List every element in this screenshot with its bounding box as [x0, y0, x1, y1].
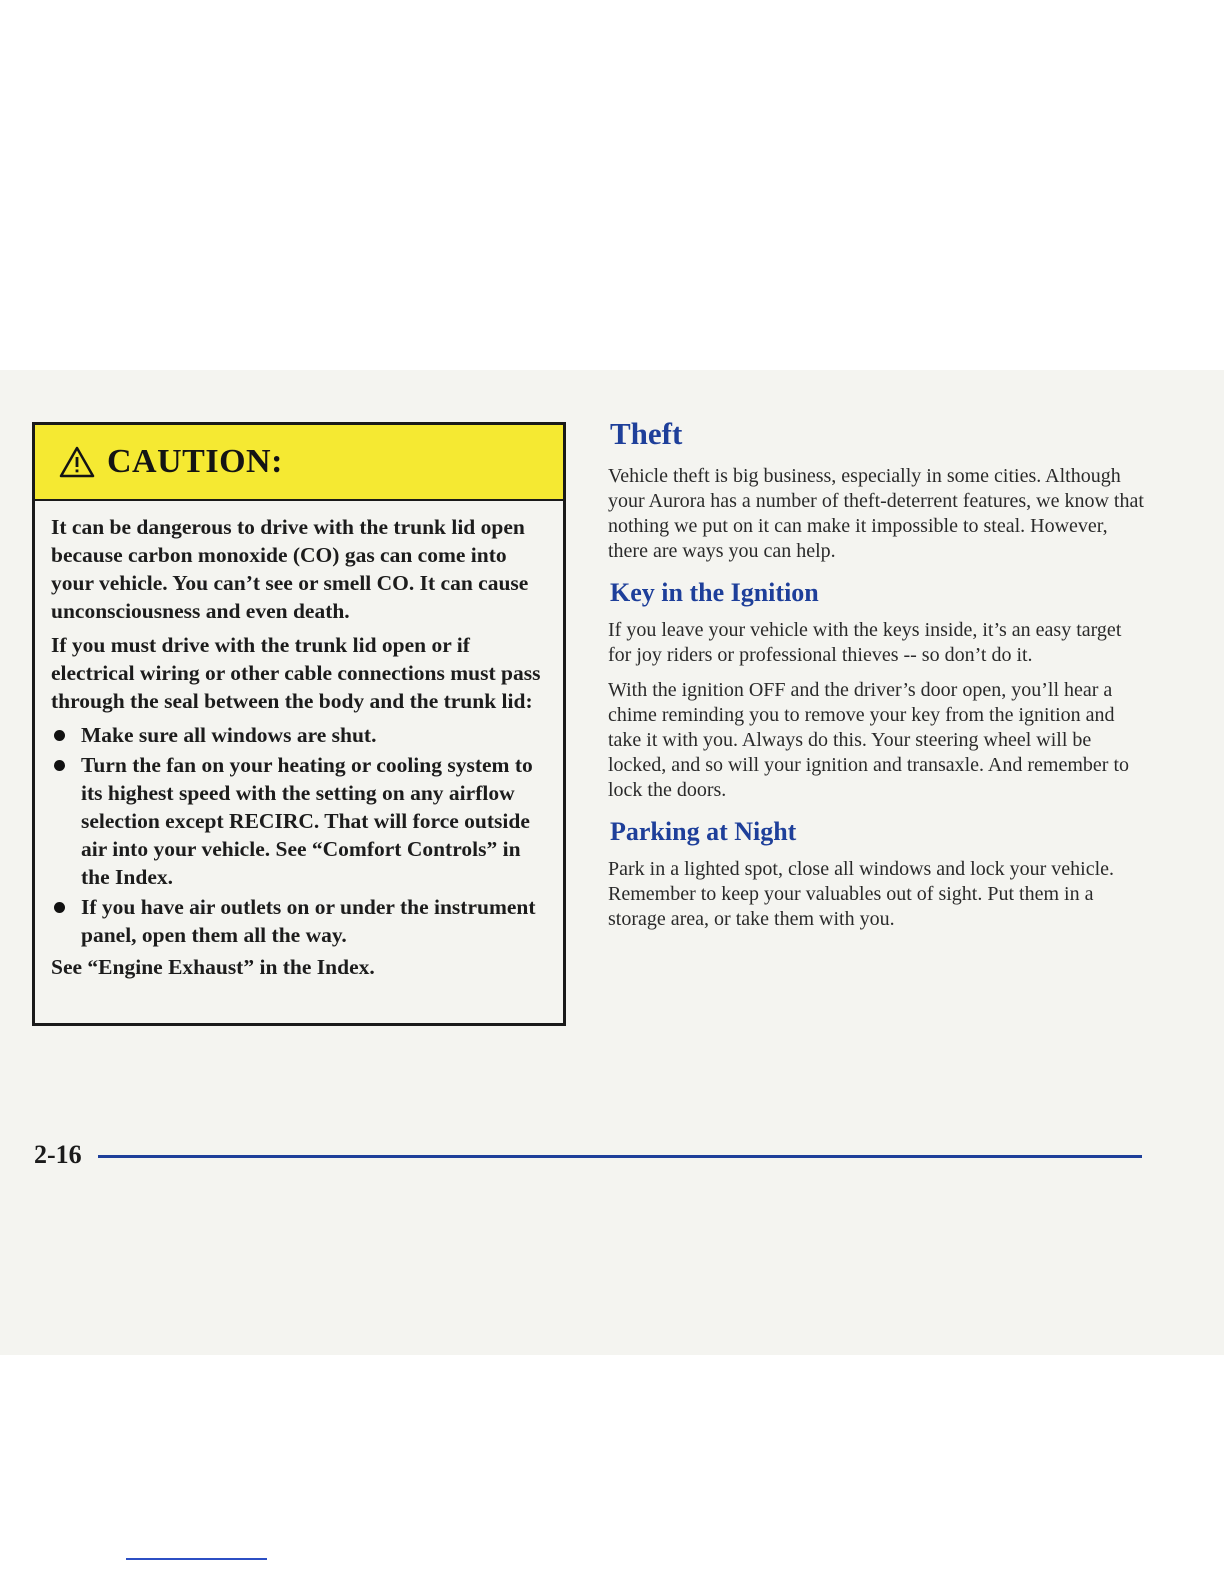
- caution-header: [35, 425, 563, 501]
- list-item: [51, 751, 549, 891]
- key-ignition-body-2: With the ignition OFF and the driver’s door open, you’ll hear a chime reminding you to remove your key from the ignition and take it with you. Always do this. Your steering wheel will be locked, and so will your ignition and transaxle. And remember to lock the doors.: [608, 679, 1129, 801]
- parking-body: Park in a lighted spot, close all windows and lock your vehicle. Remember to keep your valuables out of sight. Put them in a storage area, or take them with you.: [608, 858, 1115, 930]
- page-number: 2-16: [34, 1140, 82, 1169]
- theft-body: Vehicle theft is big business, especially in some cities. Although your Aurora has a number of theft-deterrent features, we know that nothing we put on it can make it impossible to steal. However, there are ways you can help.: [608, 465, 1144, 562]
- caution-box: [32, 422, 566, 1026]
- list-item: [51, 893, 549, 949]
- footer-rule: [98, 1155, 1142, 1158]
- list-item-text: Turn the fan on your heating or cooling system to its highest speed with the setting on any airflow selection except RECIRC. That will force outside air into your vehicle. See “Comfort Controls” in the Index.: [81, 753, 533, 889]
- caution-body: [35, 501, 563, 981]
- bottom-link-underline: [126, 1558, 267, 1560]
- caution-title: CAUTION:: [107, 443, 283, 480]
- theft-heading: Theft: [610, 416, 683, 451]
- warning-triangle-icon: [59, 446, 95, 478]
- bullet-icon: [54, 730, 65, 741]
- list-item-text: If you have air outlets on or under the instrument panel, open them all the way.: [81, 895, 536, 947]
- parking-heading: Parking at Night: [610, 817, 797, 846]
- list-item: [51, 721, 549, 749]
- list-item-text: Make sure all windows are shut.: [81, 723, 377, 747]
- caution-paragraph-2: If you must drive with the trunk lid open or if electrical wiring or other cable connections must pass through the seal between the body and the trunk lid:: [51, 633, 541, 713]
- caution-paragraph-1: It can be dangerous to drive with the trunk lid open because carbon monoxide (CO) gas can come into your vehicle. You can’t see or smell CO. It can cause unconsciousness and even death.: [51, 515, 529, 623]
- key-ignition-body-1: If you leave your vehicle with the keys inside, it’s an easy target for joy riders or professional thieves -- so don’t do it.: [608, 619, 1122, 666]
- bullet-icon: [54, 760, 65, 771]
- bullet-icon: [54, 902, 65, 913]
- key-ignition-heading: Key in the Ignition: [610, 578, 819, 607]
- caution-footer-reference: See “Engine Exhaust” in the Index.: [51, 955, 375, 979]
- caution-bullet-list: [51, 721, 549, 949]
- right-column: [608, 416, 1148, 942]
